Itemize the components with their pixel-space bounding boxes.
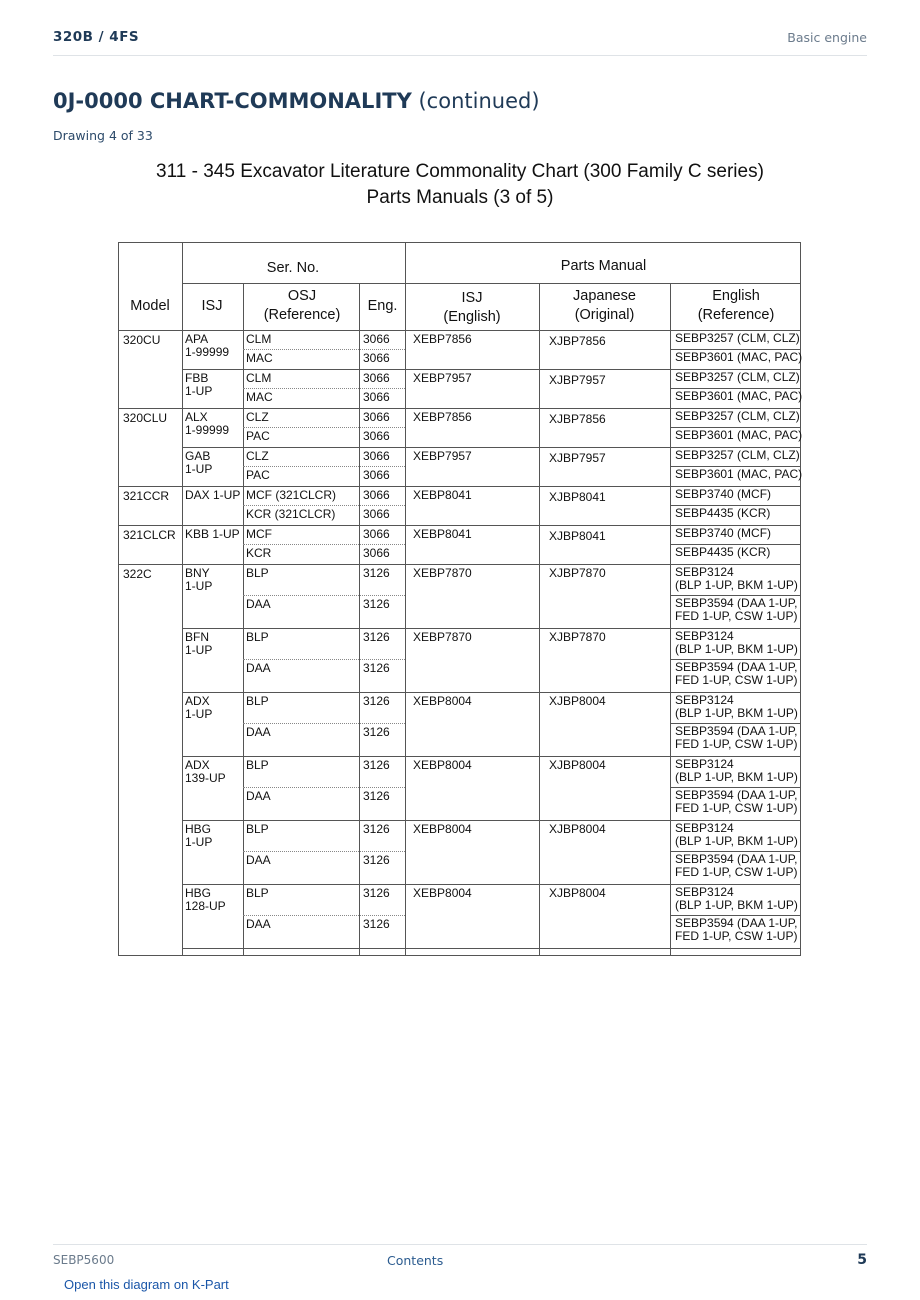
osj-code: DAA: [246, 917, 271, 931]
model-name: 321CLCR: [123, 528, 176, 542]
pm-english-ref: SEBP3124 (BLP 1-UP, BKM 1-UP): [675, 757, 798, 784]
pm-english-ref: SEBP3601 (MAC, PAC): [675, 467, 803, 481]
engine-model: 3126: [363, 917, 390, 931]
osj-code: DAA: [246, 661, 271, 675]
osj-code: BLP: [246, 630, 269, 644]
col-header-pm-english: [670, 287, 802, 325]
col-header-model: Model: [130, 298, 170, 314]
pm-english-ref: SEBP3124 (BLP 1-UP, BKM 1-UP): [675, 629, 798, 656]
pm-english-ref: SEBP3124 (BLP 1-UP, BKM 1-UP): [675, 693, 798, 720]
isj-serial: ADX 1-UP: [185, 694, 213, 721]
col-rule-en: [670, 283, 671, 955]
commonality-table: [118, 242, 801, 956]
engine-model: 3066: [363, 527, 390, 541]
osj-code: BLP: [246, 694, 269, 708]
row-divider: [243, 505, 405, 506]
engine-model: 3066: [363, 410, 390, 424]
isj-serial: GAB 1-UP: [185, 449, 213, 476]
model-rule: [119, 525, 182, 526]
pm-isj-english: XEBP8004: [413, 694, 472, 708]
pm-isj-english: XEBP7957: [413, 371, 472, 385]
page-title: [53, 89, 540, 113]
isj-serial: DAX 1-UP: [185, 488, 241, 502]
engine-model: 3126: [363, 758, 390, 772]
osj-code: CLZ: [246, 410, 269, 424]
pm-isj-english: XEBP7957: [413, 449, 472, 463]
isj-serial: FBB 1-UP: [185, 371, 213, 398]
col-rule-eng: [359, 283, 360, 955]
pm-japanese: XJBP8004: [549, 822, 606, 836]
osj-code: PAC: [246, 429, 270, 443]
row-divider: [243, 659, 405, 660]
col-header-pm-isj: [405, 289, 539, 327]
pm-english-ref: SEBP3257 (CLM, CLZ): [675, 331, 800, 345]
model-name: 321CCR: [123, 489, 170, 503]
isj-serial: BNY 1-UP: [185, 566, 213, 593]
row-divider: [243, 349, 405, 350]
page-title-suffix: (continued): [418, 89, 540, 113]
engine-model: 3126: [363, 566, 390, 580]
isj-serial: KBB 1-UP: [185, 527, 240, 541]
col-rule-pm: [405, 243, 406, 955]
osj-code: CLM: [246, 332, 272, 346]
osj-code: BLP: [246, 758, 269, 772]
pm-english-ref: SEBP4435 (KCR): [675, 545, 771, 559]
pm-japanese: XJBP7870: [549, 630, 606, 644]
isj-serial: ALX 1-99999: [185, 410, 230, 437]
group-rule: [182, 948, 800, 949]
osj-code: KCR: [246, 546, 272, 560]
pm-isj-english: XEBP7870: [413, 630, 472, 644]
engine-model: 3126: [363, 725, 390, 739]
pm-english-ref: SEBP3594 (DAA 1-UP, FED 1-UP, CSW 1-UP): [675, 660, 798, 687]
pm-english-ref: SEBP3740 (MCF): [675, 487, 772, 501]
engine-model: 3126: [363, 630, 390, 644]
pm-english-ref: SEBP4435 (KCR): [675, 506, 771, 520]
pm-isj-english: XEBP7856: [413, 410, 472, 424]
pm-japanese: XJBP8041: [549, 529, 606, 543]
pm-japanese: XJBP8041: [549, 490, 606, 504]
section-label: Basic engine: [787, 30, 867, 45]
col-header-osj: [244, 287, 360, 325]
pm-english-ref: SEBP3124 (BLP 1-UP, BKM 1-UP): [675, 885, 798, 912]
osj-code: CLZ: [246, 449, 269, 463]
osj-code: BLP: [246, 822, 269, 836]
pm-japanese: XJBP8004: [549, 694, 606, 708]
engine-model: 3066: [363, 488, 390, 502]
engine-model: 3126: [363, 694, 390, 708]
col-header-pm-en-label: English: [712, 288, 760, 304]
isj-serial: BFN 1-UP: [185, 630, 213, 657]
figure-title-line1: 311 - 345 Excavator Literature Commonality Chart (300 Family C series): [156, 161, 764, 182]
col-rule-jp: [539, 283, 540, 955]
row-divider: [243, 915, 405, 916]
pm-english-ref: SEBP3124 (BLP 1-UP, BKM 1-UP): [675, 565, 798, 592]
open-in-kpart-link[interactable]: Open this diagram on K-Part: [64, 1277, 229, 1292]
osj-code: BLP: [246, 886, 269, 900]
pm-japanese: XJBP7957: [549, 451, 606, 465]
col-header-osj-label: OSJ: [287, 288, 317, 304]
engine-model: 3066: [363, 371, 390, 385]
header-divider: [53, 55, 867, 56]
pm-english-ref: SEBP3594 (DAA 1-UP, FED 1-UP, CSW 1-UP): [675, 852, 798, 879]
pm-english-ref: SEBP3594 (DAA 1-UP, FED 1-UP, CSW 1-UP): [675, 788, 798, 815]
pm-english-ref: SEBP3601 (MAC, PAC): [675, 389, 803, 403]
engine-model: 3066: [363, 507, 390, 521]
isj-serial: HBG 1-UP: [185, 822, 213, 849]
engine-model: 3066: [363, 468, 390, 482]
pm-isj-english: XEBP7870: [413, 566, 472, 580]
row-divider: [243, 388, 405, 389]
pm-isj-english: XEBP8004: [413, 758, 472, 772]
pm-isj-english: XEBP8004: [413, 822, 472, 836]
col-rule-osj: [243, 283, 244, 955]
row-divider: [243, 427, 405, 428]
pm-isj-english: XEBP7856: [413, 332, 472, 346]
pm-english-ref: SEBP3601 (MAC, PAC): [675, 350, 803, 364]
col-header-pm-isj-sub: (English): [443, 309, 501, 325]
engine-model: 3066: [363, 332, 390, 346]
row-divider: [243, 466, 405, 467]
osj-code: PAC: [246, 468, 270, 482]
row-divider: [243, 787, 405, 788]
row-divider: [243, 595, 405, 596]
pm-english-ref: SEBP3257 (CLM, CLZ): [675, 448, 800, 462]
engine-model: 3126: [363, 886, 390, 900]
engine-model: 3066: [363, 429, 390, 443]
isj-serial: HBG 128-UP: [185, 886, 226, 913]
col-header-osj-ref: (Reference): [263, 307, 341, 323]
pm-japanese: XJBP7856: [549, 412, 606, 426]
osj-code: KCR (321CLCR): [246, 507, 336, 521]
col-header-pm-jp-sub: (Original): [574, 307, 635, 323]
osj-code: MAC: [246, 351, 273, 365]
breadcrumb-model: 320B / 4FS: [53, 29, 140, 45]
pm-isj-english: XEBP8004: [413, 886, 472, 900]
drawing-counter: Drawing 4 of 33: [53, 128, 153, 143]
osj-code: DAA: [246, 853, 271, 867]
footer-doc-id: SEBP5600: [53, 1253, 115, 1267]
col-rule-isj: [182, 243, 183, 955]
pm-japanese: XJBP7856: [549, 334, 606, 348]
pm-english-ref: SEBP3594 (DAA 1-UP, FED 1-UP, CSW 1-UP): [675, 596, 798, 623]
pm-japanese: XJBP7957: [549, 373, 606, 387]
footer-divider: [53, 1244, 867, 1245]
pm-japanese: XJBP8004: [549, 758, 606, 772]
pm-isj-english: XEBP8041: [413, 527, 472, 541]
col-header-parts-manual: Parts Manual: [560, 258, 647, 274]
pm-japanese: XJBP7870: [549, 566, 606, 580]
isj-serial: ADX 139-UP: [185, 758, 226, 785]
page-number: 5: [857, 1252, 867, 1268]
contents-link[interactable]: Contents: [387, 1253, 444, 1268]
row-divider: [243, 723, 405, 724]
pm-english-ref: SEBP3257 (CLM, CLZ): [675, 370, 800, 384]
col-header-ser-no: Ser. No.: [266, 260, 320, 276]
osj-code: DAA: [246, 789, 271, 803]
engine-model: 3066: [363, 351, 390, 365]
osj-code: CLM: [246, 371, 272, 385]
pm-english-ref: SEBP3594 (DAA 1-UP, FED 1-UP, CSW 1-UP): [675, 724, 798, 751]
model-name: 320CLU: [123, 411, 168, 425]
pm-english-ref: SEBP3740 (MCF): [675, 526, 772, 540]
row-divider: [243, 544, 405, 545]
engine-model: 3126: [363, 597, 390, 611]
figure-title-line2: Parts Manuals (3 of 5): [366, 187, 554, 208]
engine-model: 3126: [363, 822, 390, 836]
col-header-isj: ISJ: [201, 298, 223, 314]
engine-model: 3126: [363, 853, 390, 867]
pm-isj-english: XEBP8041: [413, 488, 472, 502]
engine-model: 3126: [363, 661, 390, 675]
engine-model: 3066: [363, 546, 390, 560]
col-header-pm-japanese: [539, 287, 670, 325]
model-name: 320CU: [123, 333, 161, 347]
engine-model: 3066: [363, 449, 390, 463]
header-rule: [182, 283, 800, 284]
col-header-pm-en-sub: (Reference): [697, 307, 775, 323]
pm-english-ref: SEBP3594 (DAA 1-UP, FED 1-UP, CSW 1-UP): [675, 916, 798, 943]
pm-english-ref: SEBP3124 (BLP 1-UP, BKM 1-UP): [675, 821, 798, 848]
pm-japanese: XJBP8004: [549, 886, 606, 900]
col-header-pm-jp-label: Japanese: [573, 288, 636, 304]
model-rule: [119, 486, 182, 487]
engine-model: 3126: [363, 789, 390, 803]
col-header-pm-isj-label: ISJ: [461, 290, 483, 306]
isj-serial: APA 1-99999: [185, 332, 230, 359]
osj-code: BLP: [246, 566, 269, 580]
osj-code: MCF (321CLCR): [246, 488, 337, 502]
osj-code: DAA: [246, 597, 271, 611]
model-name: 322C: [123, 567, 152, 581]
osj-code: MCF: [246, 527, 272, 541]
page-title-code: 0J-0000 CHART-COMMONALITY: [53, 89, 412, 113]
pm-english-ref: SEBP3601 (MAC, PAC): [675, 428, 803, 442]
col-header-eng: Eng.: [367, 298, 398, 314]
row-divider: [243, 851, 405, 852]
engine-model: 3066: [363, 390, 390, 404]
osj-code: MAC: [246, 390, 273, 404]
osj-code: DAA: [246, 725, 271, 739]
model-rule: [119, 408, 182, 409]
pm-english-ref: SEBP3257 (CLM, CLZ): [675, 409, 800, 423]
model-rule: [119, 564, 182, 565]
